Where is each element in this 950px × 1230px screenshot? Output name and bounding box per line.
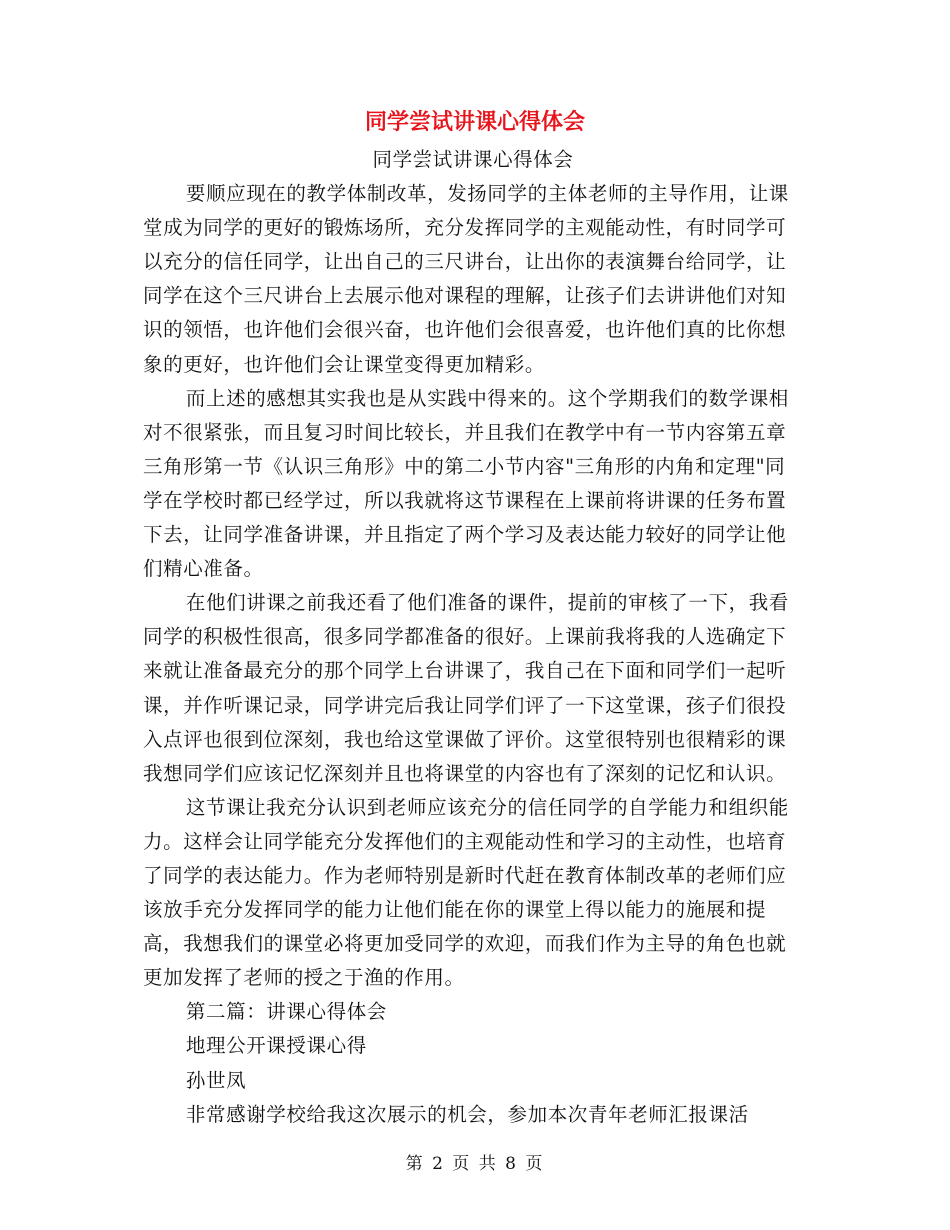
- body-paragraph: 非常感谢学校给我这次展示的机会，参加本次青年老师汇报课活: [185, 1102, 749, 1126]
- page-number-footer: 第 2 页 共 8 页: [405, 1154, 545, 1174]
- section-subtitle: 地理公开课授课心得: [185, 1034, 367, 1058]
- body-paragraph: 在他们讲课之前我还看了他们准备的课件，提前的审核了一下，我看同学的积极性很高，很多同学都准备的很好。上课前我将我的人选确定下来就让准备最充分的那个同学上台讲课了，我自己在下面和同学们一起听课，并作听课记录，同学讲完后我让同学们评了一下这堂课，孩子们很投入点评也很到位深刻，我也给这堂课做了评价。这堂很特别也很精彩的课我想同学们应该记忆深刻并且也将课堂的内容也有了深刻的记忆和认识。: [143, 591, 789, 785]
- body-paragraph: 而上述的感想其实我也是从实践中得来的。这个学期我们的数学课相对不很紧张，而且复习时间比较长，并且我们在教学中有一节内容第五章三角形第一节《认识三角形》中的第二小节内容"三角形的内角和定理"同学在学校时都已经学过，所以我就将这节课程在上课前将讲课的任务布置下去，让同学准备讲课，并且指定了两个学习及表达能力较好的同学让他们精心准备。: [143, 386, 789, 581]
- section-heading: 第二篇：讲课心得体会: [185, 1000, 387, 1024]
- document-title: 同学尝试讲课心得体会: [364, 110, 585, 135]
- body-paragraph: 这节课让我充分认识到老师应该充分的信任同学的自学能力和组织能力。这样会让同学能充分发挥他们的主观能动性和学习的主动性，也培育了同学的表达能力。作为老师特别是新时代赶在教育体制改革的老师们应该放手充分发挥同学的能力让他们能在你的课堂上得以能力的施展和提高，我想我们的课堂必将更加受同学的欢迎，而我们作为主导的角色也就更加发挥了老师的授之于渔的作用。: [143, 795, 789, 990]
- body-paragraph: 要顺应现在的教学体制改革，发扬同学的主体老师的主导作用，让课堂成为同学的更好的锻炼场所，充分发挥同学的主观能动性，有时同学可以充分的信任同学，让出自己的三尺讲台，让出你的表演舞台给同学，让同学在这个三尺讲台上去展示他对课程的理解，让孩子们去讲讲他们对知识的领悟，也许他们会很兴奋，也许他们会很喜爱，也许他们真的比你想象的更好，也许他们会让课堂变得更加精彩。: [143, 182, 789, 376]
- document-body: [143, 143, 803, 1132]
- author-name: 孙世凤: [185, 1068, 247, 1092]
- document-subtitle: 同学尝试讲课心得体会: [372, 148, 574, 171]
